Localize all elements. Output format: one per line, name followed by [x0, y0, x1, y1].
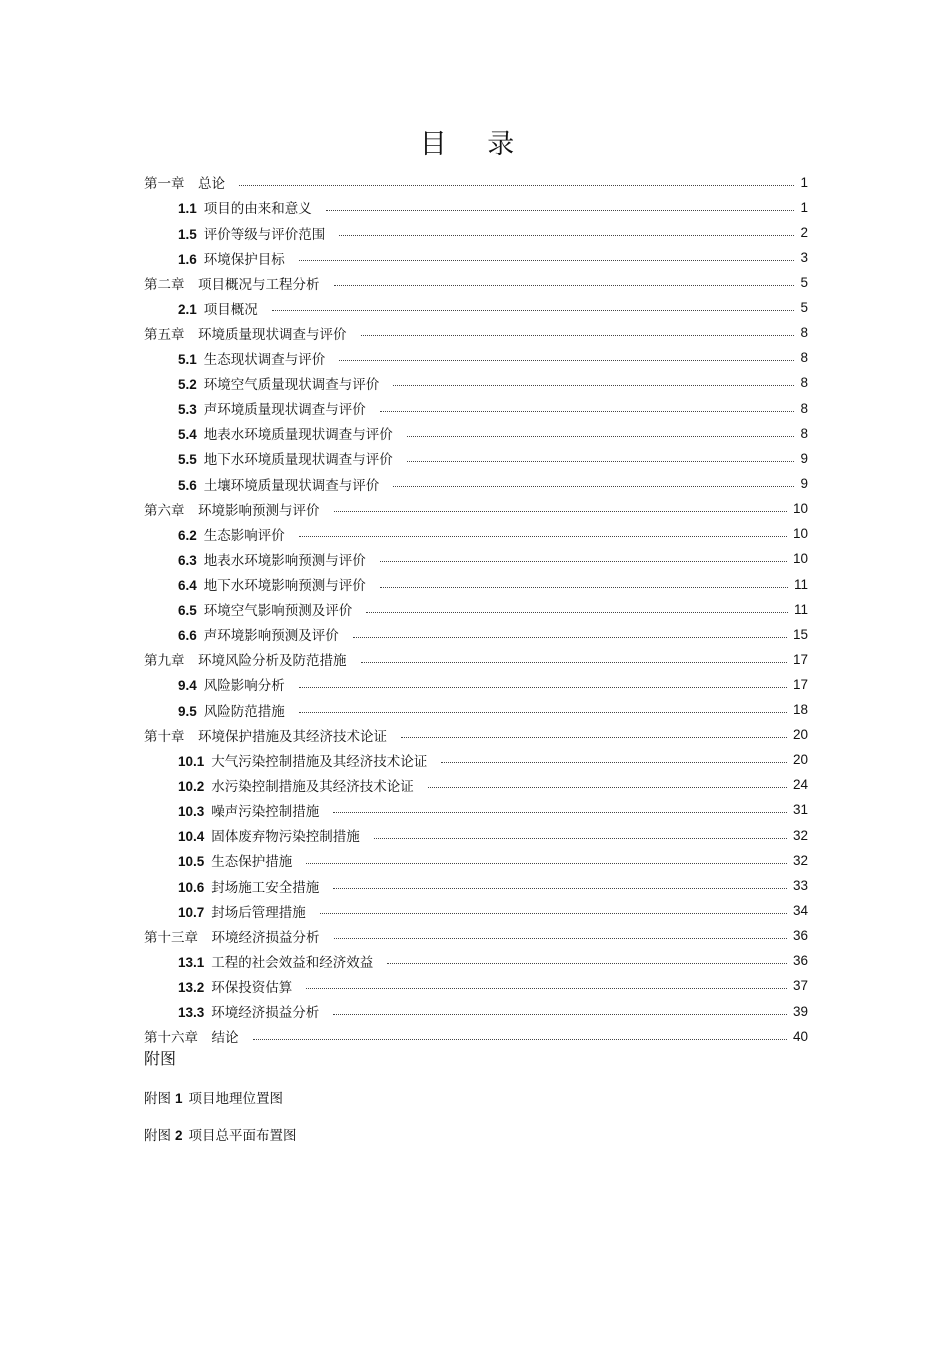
toc-section-number: 10.2: [178, 778, 205, 794]
toc-section-entry[interactable]: [144, 672, 808, 697]
toc-section-number: 1.6: [178, 251, 197, 267]
toc-page-number: 17: [792, 676, 808, 692]
toc-entry-text: 第九章 环境风险分析及防范措施: [144, 653, 347, 670]
appendix-number: 2: [175, 1128, 183, 1143]
toc-entry-title: [144, 323, 361, 343]
dot-leader: [339, 360, 794, 361]
toc-entry-text: 大气污染控制措施及其经济技术论证: [211, 753, 428, 770]
toc-section-number: 1.1: [178, 201, 197, 217]
dot-leader: [299, 687, 787, 688]
toc-page-number: 1: [800, 174, 808, 190]
toc-page-number: 39: [792, 1003, 808, 1019]
toc-entry-title: [178, 348, 339, 368]
toc-entry-text: 项目的由来和意义: [203, 201, 312, 218]
toc-page-number: 37: [792, 978, 808, 994]
toc-entry-title: [178, 976, 306, 996]
toc-entry-title: [178, 448, 407, 468]
dot-leader: [380, 411, 795, 412]
toc-section-entry[interactable]: [144, 220, 808, 245]
dot-leader: [326, 210, 795, 211]
toc-section-number: 13.2: [178, 979, 205, 995]
toc-entry-text: 地下水环境质量现状调查与评价: [203, 452, 393, 469]
toc-section-entry[interactable]: [144, 998, 808, 1023]
dot-leader: [299, 260, 795, 261]
toc-section-number: 10.4: [178, 829, 205, 845]
toc-section-entry[interactable]: [144, 797, 808, 822]
toc-section-entry[interactable]: [144, 370, 808, 395]
toc-entry-title: [178, 901, 320, 921]
toc-entry-title: [178, 574, 380, 594]
dot-leader: [299, 536, 787, 537]
toc-section-number: 5.6: [178, 477, 197, 493]
dot-leader: [333, 888, 787, 889]
toc-entry-text: 第一章 总论: [144, 176, 225, 193]
toc-entry-text: 地表水环境影响预测与评价: [203, 552, 366, 569]
dot-leader: [361, 662, 787, 663]
toc-section-entry[interactable]: [144, 546, 808, 571]
toc-page-number: 8: [800, 400, 808, 416]
toc-page-number: 17: [792, 651, 808, 667]
toc-page-number: 10: [792, 526, 808, 542]
toc-chapter-entry[interactable]: [144, 320, 808, 345]
toc-entry-text: 生态保护措施: [211, 854, 293, 871]
toc-entry-text: 地下水环境影响预测与评价: [203, 578, 366, 595]
toc-entry-text: 风险防范措施: [203, 703, 285, 720]
toc-entry-text: 风险影响分析: [203, 678, 285, 695]
toc-page-number: 9: [800, 476, 808, 492]
toc-entry-title: [144, 725, 401, 745]
toc-page-number: 2: [800, 225, 808, 241]
toc-section-number: 6.2: [178, 527, 197, 543]
toc-entry-title: [178, 423, 407, 443]
dot-leader: [428, 787, 787, 788]
dot-leader: [361, 335, 795, 336]
toc-chapter-entry[interactable]: [144, 170, 808, 195]
toc-page-number: 32: [792, 827, 808, 843]
dot-leader: [253, 1039, 787, 1040]
toc-entry-text: 第十三章 环境经济损益分析: [144, 929, 320, 946]
toc-section-entry[interactable]: [144, 195, 808, 220]
toc-page-number: 15: [792, 626, 808, 642]
dot-leader: [239, 185, 794, 186]
appendix-prefix: 附图: [144, 1091, 171, 1107]
toc-section-number: 10.6: [178, 879, 205, 895]
toc-entry-title: [178, 800, 333, 820]
toc-entry-text: 第十六章 结论: [144, 1030, 239, 1047]
appendix-item-1[interactable]: [144, 1087, 283, 1107]
toc-section-number: 10.5: [178, 854, 205, 870]
toc-entry-text: 环境经济损益分析: [211, 1005, 320, 1022]
toc-title: 目 录: [419, 129, 531, 160]
toc-entry-text: 声环境影响预测及评价: [203, 628, 339, 645]
toc-page-number: 20: [792, 752, 808, 768]
toc-page-number: 5: [800, 275, 808, 291]
toc-entry-text: 评价等级与评价范围: [203, 226, 326, 243]
dot-leader: [339, 235, 794, 236]
toc-page-number: 36: [792, 953, 808, 969]
toc-page-number: 8: [800, 375, 808, 391]
dot-leader: [441, 762, 787, 763]
toc-section-number: 5.5: [178, 452, 197, 468]
toc-entry-text: 第六章 环境影响预测与评价: [144, 502, 320, 519]
toc-entry-title: [178, 876, 333, 896]
toc-page-number: 32: [792, 852, 808, 868]
toc-section-number: 5.2: [178, 376, 197, 392]
toc-section-entry[interactable]: [144, 948, 808, 973]
toc-entry-text: 项目概况: [203, 301, 258, 318]
table-of-contents: [144, 170, 808, 1048]
toc-section-entry[interactable]: [144, 295, 808, 320]
toc-entry-title: [178, 624, 353, 644]
toc-section-entry[interactable]: [144, 597, 808, 622]
toc-page-number: 10: [792, 501, 808, 517]
toc-entry-text: 封场后管理措施: [211, 904, 306, 921]
dot-leader: [393, 486, 794, 487]
appendix-number: 1: [175, 1091, 183, 1106]
dot-leader: [272, 310, 795, 311]
toc-section-entry[interactable]: [144, 697, 808, 722]
toc-chapter-entry[interactable]: [144, 722, 808, 747]
dot-leader: [407, 461, 795, 462]
toc-entry-title: [178, 248, 299, 268]
toc-section-entry[interactable]: [144, 245, 808, 270]
toc-page-number: 34: [792, 903, 808, 919]
toc-entry-text: 生态影响评价: [203, 527, 285, 544]
toc-page-number: 40: [792, 1028, 808, 1044]
toc-entry-title: [178, 474, 393, 494]
toc-entry-text: 固体废弃物污染控制措施: [211, 829, 360, 846]
dot-leader: [387, 963, 787, 964]
toc-section-number: 6.3: [178, 552, 197, 568]
toc-page-number: 8: [800, 350, 808, 366]
toc-section-number: 6.4: [178, 578, 197, 594]
toc-entry-title: [178, 524, 299, 544]
toc-entry-text: 环境空气影响预测及评价: [203, 603, 353, 620]
toc-entry-text: 生态现状调查与评价: [203, 351, 326, 368]
dot-leader: [333, 812, 787, 813]
toc-page-number: 8: [800, 425, 808, 441]
toc-page-number: 31: [792, 802, 808, 818]
toc-entry-text: 第二章 项目概况与工程分析: [144, 276, 320, 293]
toc-section-entry[interactable]: [144, 471, 808, 496]
toc-entry-text: 土壤环境质量现状调查与评价: [203, 477, 380, 494]
toc-page-number: 1: [800, 199, 808, 215]
toc-section-entry[interactable]: [144, 873, 808, 898]
appendix-label: 项目地理位置图: [188, 1091, 284, 1107]
toc-entry-title: [144, 499, 334, 519]
toc-section-entry[interactable]: [144, 421, 808, 446]
toc-entry-title: [178, 700, 299, 720]
appendix-heading: 附图: [144, 1049, 177, 1068]
toc-chapter-entry[interactable]: [144, 647, 808, 672]
dot-leader: [320, 913, 787, 914]
toc-section-entry[interactable]: [144, 622, 808, 647]
toc-entry-title: [178, 549, 380, 569]
toc-entry-title: [144, 273, 334, 293]
dot-leader: [334, 285, 795, 286]
toc-entry-title: [178, 750, 441, 770]
toc-entry-text: 第十章 环境保护措施及其经济技术论证: [144, 728, 387, 745]
toc-entry-title: [178, 951, 387, 971]
toc-entry-title: [144, 649, 361, 669]
toc-page-number: 36: [792, 928, 808, 944]
toc-section-number: 5.3: [178, 402, 197, 418]
dot-leader: [353, 637, 787, 638]
toc-entry-title: [178, 1001, 333, 1021]
dot-leader: [299, 712, 787, 713]
toc-page-number: 11: [793, 601, 808, 617]
dot-leader: [366, 612, 788, 613]
dot-leader: [306, 863, 787, 864]
toc-entry-title: [178, 223, 339, 243]
toc-section-entry[interactable]: [144, 396, 808, 421]
toc-section-number: 9.4: [178, 678, 197, 694]
toc-entry-title: [178, 373, 393, 393]
toc-section-number: 13.3: [178, 1005, 205, 1021]
toc-entry-title: [178, 599, 366, 619]
toc-chapter-entry[interactable]: [144, 923, 808, 948]
dot-leader: [374, 838, 787, 839]
toc-entry-text: 工程的社会效益和经济效益: [211, 954, 374, 971]
dot-leader: [401, 737, 787, 738]
toc-entry-title: [144, 1026, 253, 1046]
toc-section-entry[interactable]: [144, 521, 808, 546]
dot-leader: [306, 988, 787, 989]
toc-page-number: 18: [792, 702, 808, 718]
dot-leader: [334, 938, 787, 939]
toc-entry-text: 环境保护目标: [203, 251, 285, 268]
toc-page-number: 20: [792, 727, 808, 743]
toc-section-number: 10.3: [178, 803, 205, 819]
appendix-prefix: 附图: [144, 1128, 171, 1144]
toc-entry-title: [178, 825, 374, 845]
toc-section-number: 6.6: [178, 628, 197, 644]
dot-leader: [407, 436, 795, 437]
toc-entry-text: 水污染控制措施及其经济技术论证: [211, 778, 414, 795]
toc-entry-title: [178, 197, 326, 217]
toc-section-number: 1.5: [178, 226, 197, 242]
toc-entry-text: 封场施工安全措施: [211, 879, 320, 896]
dot-leader: [380, 587, 788, 588]
toc-section-number: 6.5: [178, 603, 197, 619]
toc-entry-title: [178, 298, 272, 318]
toc-entry-title: [144, 926, 334, 946]
dot-leader: [393, 385, 794, 386]
toc-page-number: 24: [792, 777, 808, 793]
appendix-item-2[interactable]: [144, 1124, 297, 1144]
toc-chapter-entry[interactable]: [144, 496, 808, 521]
toc-page-number: 9: [800, 450, 808, 466]
toc-chapter-entry[interactable]: [144, 270, 808, 295]
toc-section-entry[interactable]: [144, 823, 808, 848]
toc-entry-text: 第五章 环境质量现状调查与评价: [144, 326, 347, 343]
toc-page-number: 5: [800, 300, 808, 316]
toc-entry-title: [178, 674, 299, 694]
toc-entry-text: 声环境质量现状调查与评价: [203, 402, 366, 419]
toc-section-entry[interactable]: [144, 848, 808, 873]
toc-section-number: 9.5: [178, 703, 197, 719]
toc-section-number: 2.1: [178, 301, 197, 317]
toc-entry-text: 环境空气质量现状调查与评价: [203, 376, 380, 393]
toc-section-number: 5.4: [178, 427, 197, 443]
toc-page-number: 10: [792, 551, 808, 567]
dot-leader: [333, 1014, 787, 1015]
dot-leader: [380, 561, 787, 562]
toc-page-number: 8: [800, 325, 808, 341]
toc-section-entry[interactable]: [144, 747, 808, 772]
toc-page-number: 3: [800, 250, 808, 266]
toc-section-entry[interactable]: [144, 345, 808, 370]
toc-entry-title: [178, 850, 306, 870]
toc-section-number: 13.1: [178, 954, 205, 970]
toc-section-entry[interactable]: [144, 772, 808, 797]
toc-section-entry[interactable]: [144, 973, 808, 998]
toc-section-entry[interactable]: [144, 571, 808, 596]
toc-chapter-entry[interactable]: [144, 1024, 808, 1049]
toc-entry-text: 噪声污染控制措施: [211, 803, 320, 820]
dot-leader: [334, 511, 787, 512]
toc-section-number: 10.1: [178, 753, 205, 769]
toc-section-number: 5.1: [178, 351, 197, 367]
toc-entry-title: [144, 172, 239, 192]
toc-page-number: 33: [792, 878, 808, 893]
appendix-label: 项目总平面布置图: [188, 1128, 297, 1144]
toc-section-entry[interactable]: [144, 446, 808, 471]
toc-entry-text: 环保投资估算: [211, 979, 293, 996]
toc-section-number: 10.7: [178, 904, 205, 920]
toc-page-number: 11: [793, 576, 808, 592]
toc-section-entry[interactable]: [144, 898, 808, 923]
toc-entry-title: [178, 775, 428, 795]
toc-entry-text: 地表水环境质量现状调查与评价: [203, 427, 393, 444]
toc-entry-title: [178, 398, 380, 418]
